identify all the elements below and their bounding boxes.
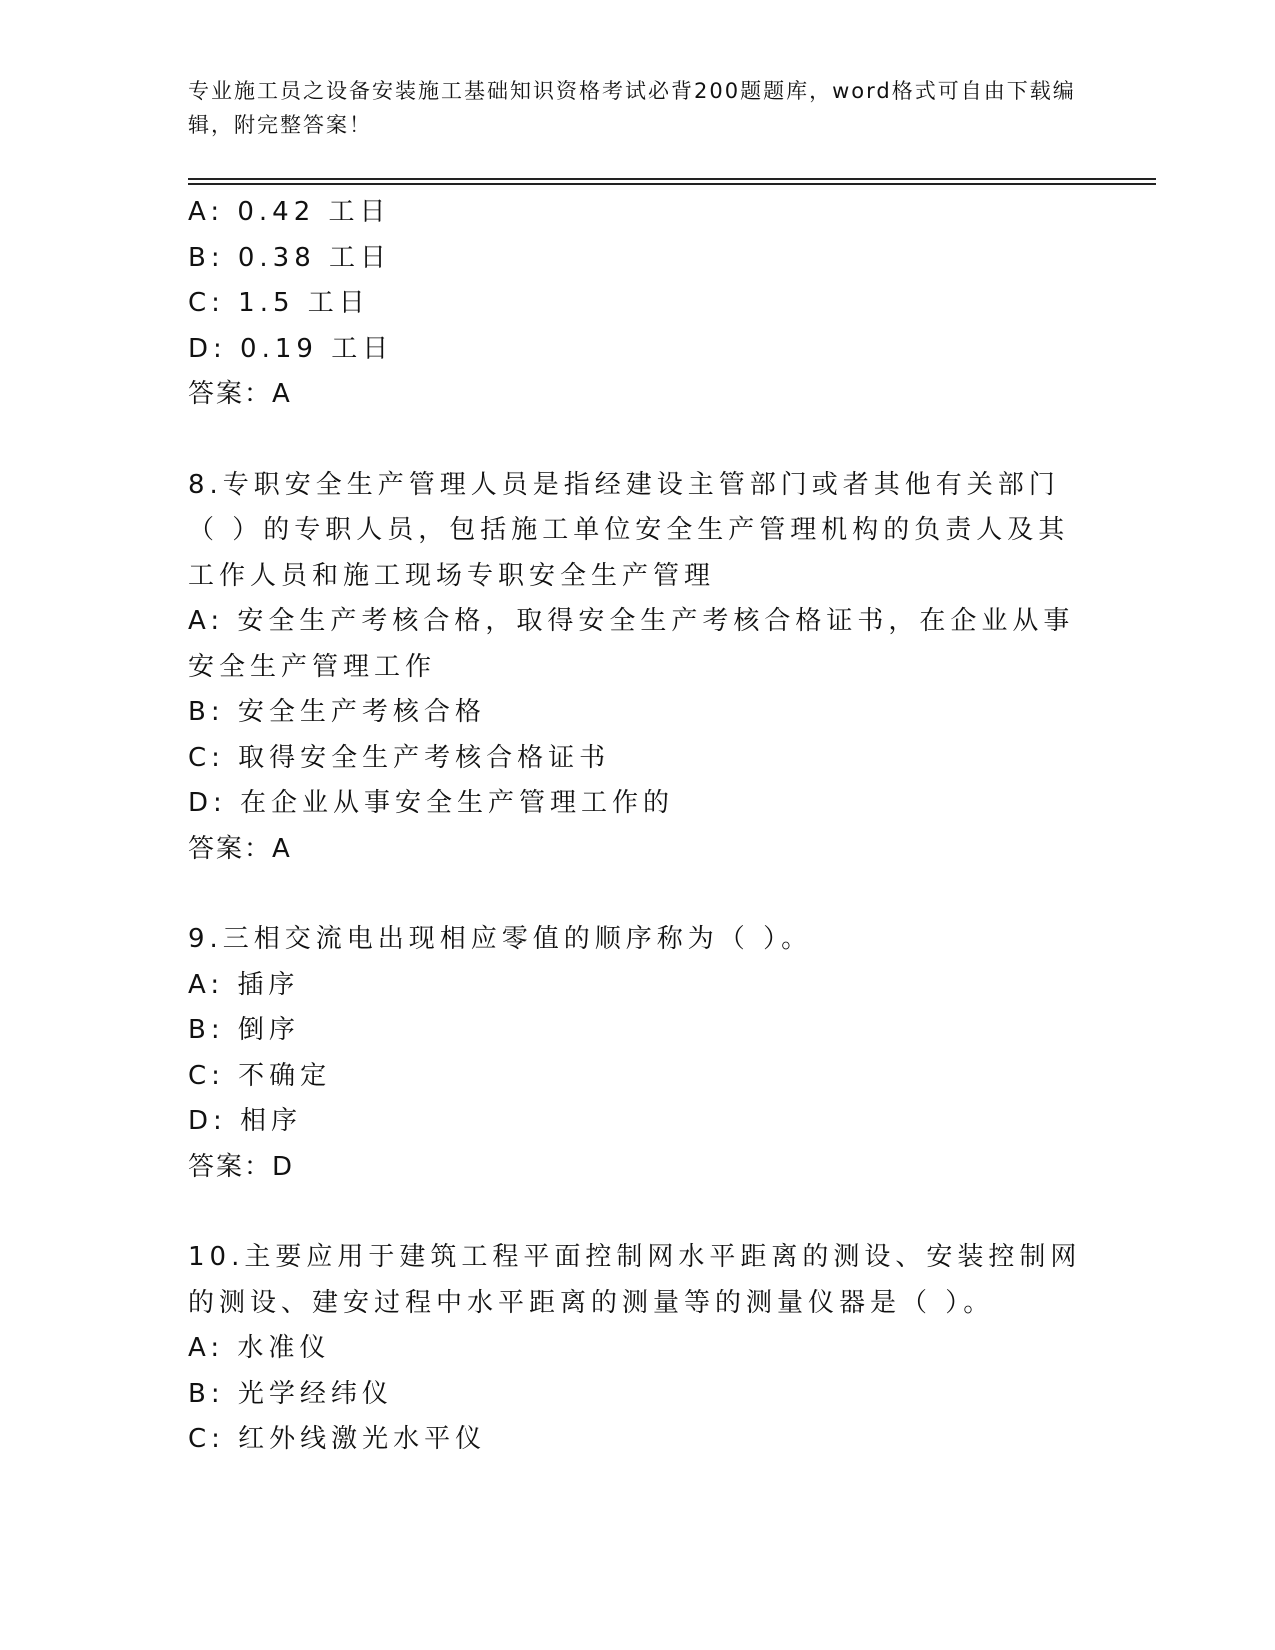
question-block-7 — [188, 190, 1088, 418]
question-text: 8.专职安全生产管理人员是指经建设主管部门或者其他有关部门（ ）的专职人员，包括施工单位安全生产管理机构的负责人及其工作人员和施工现场专职安全生产管理 — [188, 469, 1070, 591]
question-block-9 — [188, 917, 1088, 1190]
answer-line: 答案：A — [188, 833, 292, 864]
option-c: C: 取得安全生产考核合格证书 — [188, 742, 611, 773]
option-b: B: 安全生产考核合格 — [188, 697, 486, 727]
header-divider-top — [188, 178, 1156, 180]
option-b: B: 倒序 — [188, 1015, 300, 1045]
option-d: D: 相序 — [188, 1106, 303, 1136]
option-a: A: 安全生产考核合格，取得安全生产考核合格证书，在企业从事安全生产管理工作 — [188, 606, 1075, 682]
option-c: C: 1.5 工日 — [188, 288, 370, 318]
option-d: D: 0.19 工日 — [188, 333, 394, 364]
option-c: C: 不确定 — [188, 1060, 332, 1091]
question-block-10 — [188, 1235, 1088, 1463]
question-block-8 — [188, 463, 1088, 873]
option-a: A: 插序 — [188, 969, 300, 1000]
option-a: A: 水准仪 — [188, 1333, 331, 1363]
option-a: A: 0.42 工日 — [188, 197, 391, 227]
option-b: B: 0.38 工日 — [188, 242, 392, 273]
option-d: D: 在企业从事安全生产管理工作的 — [188, 788, 675, 818]
question-text: 10.主要应用于建筑工程平面控制网水平距离的测设、安装控制网的测设、建安过程中水平距离的测量等的测量仪器是（ ）。 — [188, 1242, 1082, 1318]
header-divider-bottom — [188, 183, 1156, 185]
document-header: 专业施工员之设备安装施工基础知识资格考试必背200题题库，word格式可自由下载编辑，附完整答案！ — [188, 79, 1076, 137]
answer-line: 答案：A — [188, 379, 292, 409]
question-text: 9.三相交流电出现相应零值的顺序称为（ ）。 — [188, 924, 813, 954]
document-body — [188, 190, 1088, 1463]
answer-line: 答案：D — [188, 1151, 295, 1182]
option-b: B: 光学经纬仪 — [188, 1378, 393, 1409]
option-c: C: 红外线激光水平仪 — [188, 1424, 487, 1454]
